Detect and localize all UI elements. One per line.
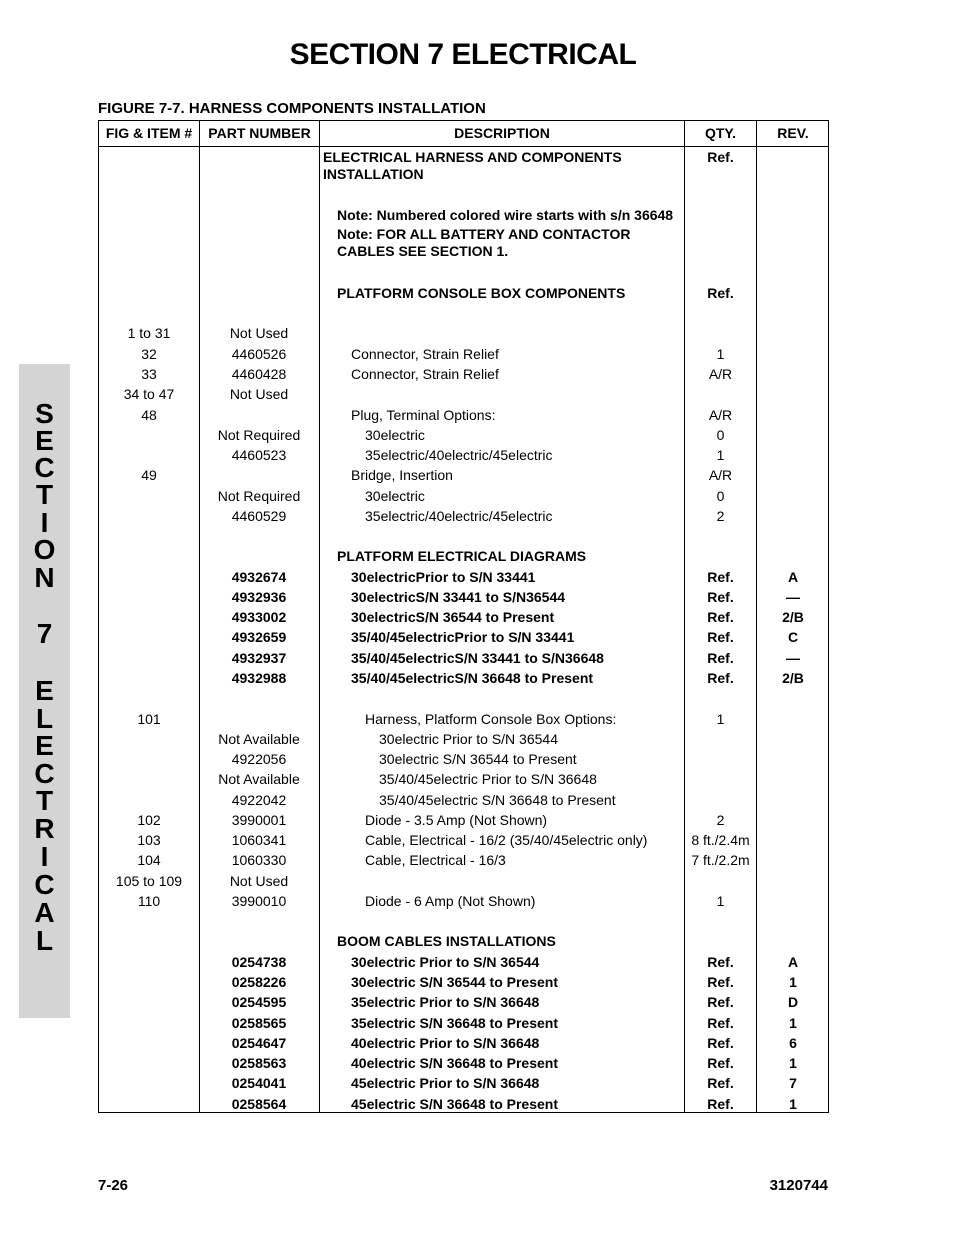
table-row — [99, 426, 828, 444]
part-number-cell: Not Available — [218, 731, 300, 747]
qty-cell: 1 — [716, 447, 725, 463]
part-number-cell: 4460526 — [231, 346, 287, 362]
side-tab-letter: C — [34, 869, 55, 900]
side-tab-letter: I — [40, 507, 49, 538]
description-cell: PLATFORM CONSOLE BOX COMPONENTS — [337, 285, 626, 301]
side-tab-letter: C — [34, 452, 55, 483]
table-row — [99, 750, 828, 768]
description-cell: Connector, Strain Relief — [351, 346, 499, 362]
part-number-cell: 0254738 — [231, 954, 287, 970]
side-tab-letter: 7 — [36, 618, 53, 649]
description-cell: CABLES SEE SECTION 1. — [337, 243, 509, 259]
table-row — [99, 225, 828, 243]
qty-cell: Ref. — [707, 569, 734, 585]
fig-item-cell: 103 — [137, 832, 161, 848]
figure-title: FIGURE 7-7. HARNESS COMPONENTS INSTALLATION — [98, 100, 486, 117]
description-cell: 30electric Prior to S/N 36544 — [351, 954, 540, 970]
fig-item-cell: 33 — [141, 366, 157, 382]
rev-cell: 2/B — [782, 609, 804, 625]
description-cell: Cable, Electrical - 16/3 — [365, 852, 506, 868]
table-row — [99, 1054, 828, 1072]
side-tab-letter: R — [34, 813, 55, 844]
side-tab-letter: S — [35, 398, 54, 429]
part-number-cell: 4460529 — [231, 508, 287, 524]
table-row — [99, 770, 828, 788]
side-tab-letter: E — [35, 730, 54, 761]
qty-cell: Ref. — [707, 629, 734, 645]
rev-cell: 1 — [789, 1015, 797, 1031]
part-number-cell: 0258563 — [231, 1055, 287, 1071]
rev-cell: — — [786, 650, 800, 666]
table-row — [99, 993, 828, 1011]
side-tab-letter: L — [35, 703, 54, 734]
rev-cell: C — [787, 629, 799, 645]
qty-cell: Ref. — [707, 1035, 734, 1051]
part-number-cell: 0254595 — [231, 994, 287, 1010]
qty-cell: Ref. — [707, 609, 734, 625]
table-row — [99, 649, 828, 667]
fig-item-cell: 105 to 109 — [115, 873, 183, 889]
fig-item-cell: 110 — [137, 893, 161, 909]
table-row — [99, 507, 828, 525]
description-cell: 35electric/40electric/45electric — [365, 447, 553, 463]
part-number-cell: Not Used — [229, 873, 289, 889]
description-cell: Bridge, Insertion — [351, 467, 453, 483]
part-number-cell: 1060341 — [231, 832, 287, 848]
side-tab-letter: I — [40, 841, 49, 872]
description-cell: INSTALLATION — [323, 166, 424, 182]
fig-item-cell: 1 to 31 — [127, 325, 171, 341]
side-tab-letter: E — [35, 675, 54, 706]
qty-cell: Ref. — [707, 149, 734, 165]
table-row — [99, 284, 828, 302]
page-number: 7-26 — [98, 1177, 129, 1194]
side-tab-letter: C — [34, 758, 55, 789]
description-cell: ELECTRICAL HARNESS AND COMPONENTS — [323, 149, 622, 165]
part-number-cell: 4460428 — [231, 366, 287, 382]
qty-cell: Ref. — [707, 1096, 734, 1112]
qty-cell: A/R — [708, 467, 733, 483]
table-row — [99, 872, 828, 890]
table-row — [99, 242, 828, 260]
part-number-cell: 4922056 — [231, 751, 287, 767]
description-cell: 30electricPrior to S/N 33441 — [351, 569, 536, 585]
rev-cell: 2/B — [782, 670, 804, 686]
qty-cell: A/R — [708, 366, 733, 382]
description-cell: 35electric S/N 36648 to Present — [351, 1015, 559, 1031]
table-row — [99, 892, 828, 910]
qty-cell: 0 — [716, 427, 725, 443]
table-row — [99, 608, 828, 626]
description-cell: Connector, Strain Relief — [351, 366, 499, 382]
qty-cell: Ref. — [707, 285, 734, 301]
header-description: DESCRIPTION — [454, 125, 550, 141]
table-row — [99, 1014, 828, 1032]
description-cell: 30electric — [365, 427, 425, 443]
part-number-cell: Not Available — [218, 771, 300, 787]
part-number-cell: 0258565 — [231, 1015, 287, 1031]
table-row — [99, 568, 828, 586]
description-cell: 35/40/45electricPrior to S/N 33441 — [351, 629, 575, 645]
header-part-number: PART NUMBER — [208, 125, 311, 141]
qty-cell: 1 — [716, 711, 725, 727]
table-row — [99, 446, 828, 464]
fig-item-cell: 104 — [137, 852, 161, 868]
table-row — [99, 165, 828, 183]
table-row — [99, 669, 828, 687]
fig-item-cell: 49 — [141, 467, 157, 483]
part-number-cell: 4932988 — [231, 670, 287, 686]
side-tab-letter: E — [35, 425, 54, 456]
description-cell: 35/40/45electricS/N 33441 to S/N36648 — [351, 650, 604, 666]
qty-cell: Ref. — [707, 1075, 734, 1091]
description-cell: 35/40/45electricS/N 36648 to Present — [351, 670, 594, 686]
table-row — [99, 365, 828, 383]
description-cell: 35electric Prior to S/N 36648 — [351, 994, 540, 1010]
table-row — [99, 406, 828, 424]
side-tab-letter: A — [34, 897, 55, 928]
page-title: SECTION 7 ELECTRICAL — [289, 38, 637, 71]
part-number-cell: 4932659 — [231, 629, 287, 645]
qty-cell: 8 ft./2.4m — [691, 832, 750, 848]
table-row — [99, 1095, 828, 1113]
part-number-cell: 1060330 — [231, 852, 287, 868]
description-cell: Cable, Electrical - 16/2 (35/40/45electric only) — [365, 832, 648, 848]
table-row — [99, 547, 828, 565]
part-number-cell: 0258564 — [231, 1096, 287, 1112]
part-number-cell: 0254647 — [231, 1035, 287, 1051]
part-number-cell: Not Required — [217, 488, 301, 504]
description-cell: Note: Numbered colored wire starts with s/n 36648 — [337, 207, 674, 223]
description-cell: 45electric S/N 36648 to Present — [351, 1096, 559, 1112]
qty-cell: Ref. — [707, 954, 734, 970]
fig-item-cell: 34 to 47 — [123, 386, 175, 402]
description-cell: Plug, Terminal Options: — [351, 407, 496, 423]
part-number-cell: 4932674 — [231, 569, 287, 585]
table-row — [99, 385, 828, 403]
header-divider — [99, 146, 828, 147]
rev-cell: 1 — [789, 1096, 797, 1112]
part-number-cell: 0254041 — [231, 1075, 287, 1091]
qty-cell: 1 — [716, 346, 725, 362]
qty-cell: Ref. — [707, 1055, 734, 1071]
description-cell: 30electric S/N 36544 to Present — [379, 751, 577, 767]
description-cell: 30electric — [365, 488, 425, 504]
header-qty: QTY. — [704, 125, 737, 141]
description-cell: 40electric Prior to S/N 36648 — [351, 1035, 540, 1051]
qty-cell: 2 — [716, 812, 725, 828]
description-cell: 40electric S/N 36648 to Present — [351, 1055, 559, 1071]
header-rev: REV. — [777, 125, 809, 141]
part-number-cell: Not Used — [229, 386, 289, 402]
fig-item-cell: 48 — [141, 407, 157, 423]
table-row — [99, 730, 828, 748]
description-cell: 30electric S/N 36544 to Present — [351, 974, 559, 990]
rev-cell: 1 — [789, 974, 797, 990]
qty-cell: Ref. — [707, 670, 734, 686]
table-row — [99, 932, 828, 950]
rev-cell: A — [787, 569, 799, 585]
fig-item-cell: 102 — [137, 812, 161, 828]
qty-cell: 2 — [716, 508, 725, 524]
table-row — [99, 811, 828, 829]
side-tab-letter: L — [35, 925, 54, 956]
table-row — [99, 148, 828, 166]
table-row — [99, 588, 828, 606]
table-row — [99, 628, 828, 646]
section-side-tab — [19, 364, 70, 1018]
description-cell: 30electricS/N 36544 to Present — [351, 609, 555, 625]
fig-item-cell: 101 — [137, 711, 161, 727]
table-row — [99, 851, 828, 869]
qty-cell: Ref. — [707, 974, 734, 990]
qty-cell: Ref. — [707, 589, 734, 605]
side-tab-letter: T — [35, 785, 54, 816]
description-cell: BOOM CABLES INSTALLATIONS — [337, 933, 556, 949]
part-number-cell: Not Used — [229, 325, 289, 341]
qty-cell: Ref. — [707, 1015, 734, 1031]
document-number: 3120744 — [769, 1177, 828, 1194]
part-number-cell: 4932937 — [231, 650, 287, 666]
rev-cell: A — [787, 954, 799, 970]
table-row — [99, 831, 828, 849]
side-tab-letter: O — [33, 534, 56, 565]
rev-cell: D — [787, 994, 799, 1010]
table-row — [99, 1074, 828, 1092]
table-row — [99, 710, 828, 728]
part-number-cell: 3990001 — [231, 812, 287, 828]
rev-cell: 7 — [789, 1075, 797, 1091]
qty-cell: 1 — [716, 893, 725, 909]
description-cell: Diode - 3.5 Amp (Not Shown) — [365, 812, 548, 828]
description-cell: 45electric Prior to S/N 36648 — [351, 1075, 540, 1091]
fig-item-cell: 32 — [141, 346, 157, 362]
description-cell: 35/40/45electric Prior to S/N 36648 — [379, 771, 597, 787]
description-cell: 30electric Prior to S/N 36544 — [379, 731, 558, 747]
part-number-cell: 0258226 — [231, 974, 287, 990]
part-number-cell: 4922042 — [231, 792, 287, 808]
qty-cell: A/R — [708, 407, 733, 423]
part-number-cell: 4932936 — [231, 589, 287, 605]
description-cell: 35/40/45electric S/N 36648 to Present — [379, 792, 616, 808]
qty-cell: 7 ft./2.2m — [691, 852, 750, 868]
description-cell: 30electricS/N 33441 to S/N36544 — [351, 589, 566, 605]
table-row — [99, 345, 828, 363]
qty-cell: Ref. — [707, 994, 734, 1010]
description-cell: Harness, Platform Console Box Options: — [365, 711, 617, 727]
parts-table — [98, 120, 829, 1113]
rev-cell: 1 — [789, 1055, 797, 1071]
header-fig-item: FIG & ITEM # — [105, 125, 193, 141]
part-number-cell: 4933002 — [231, 609, 287, 625]
description-cell: 35electric/40electric/45electric — [365, 508, 553, 524]
side-tab-letter: N — [34, 562, 55, 593]
table-row — [99, 791, 828, 809]
description-cell: PLATFORM ELECTRICAL DIAGRAMS — [337, 548, 587, 564]
side-tab-letter: T — [35, 479, 54, 510]
part-number-cell: 4460523 — [231, 447, 287, 463]
qty-cell: Ref. — [707, 650, 734, 666]
table-row — [99, 953, 828, 971]
table-row — [99, 973, 828, 991]
table-row — [99, 324, 828, 342]
qty-cell: 0 — [716, 488, 725, 504]
table-row — [99, 487, 828, 505]
description-cell: Diode - 6 Amp (Not Shown) — [365, 893, 536, 909]
description-cell: Note: FOR ALL BATTERY AND CONTACTOR — [337, 226, 631, 242]
table-row — [99, 206, 828, 224]
part-number-cell: Not Required — [217, 427, 301, 443]
rev-cell: — — [786, 589, 800, 605]
rev-cell: 6 — [789, 1035, 797, 1051]
table-row — [99, 1034, 828, 1052]
part-number-cell: 3990010 — [231, 893, 287, 909]
table-row — [99, 466, 828, 484]
